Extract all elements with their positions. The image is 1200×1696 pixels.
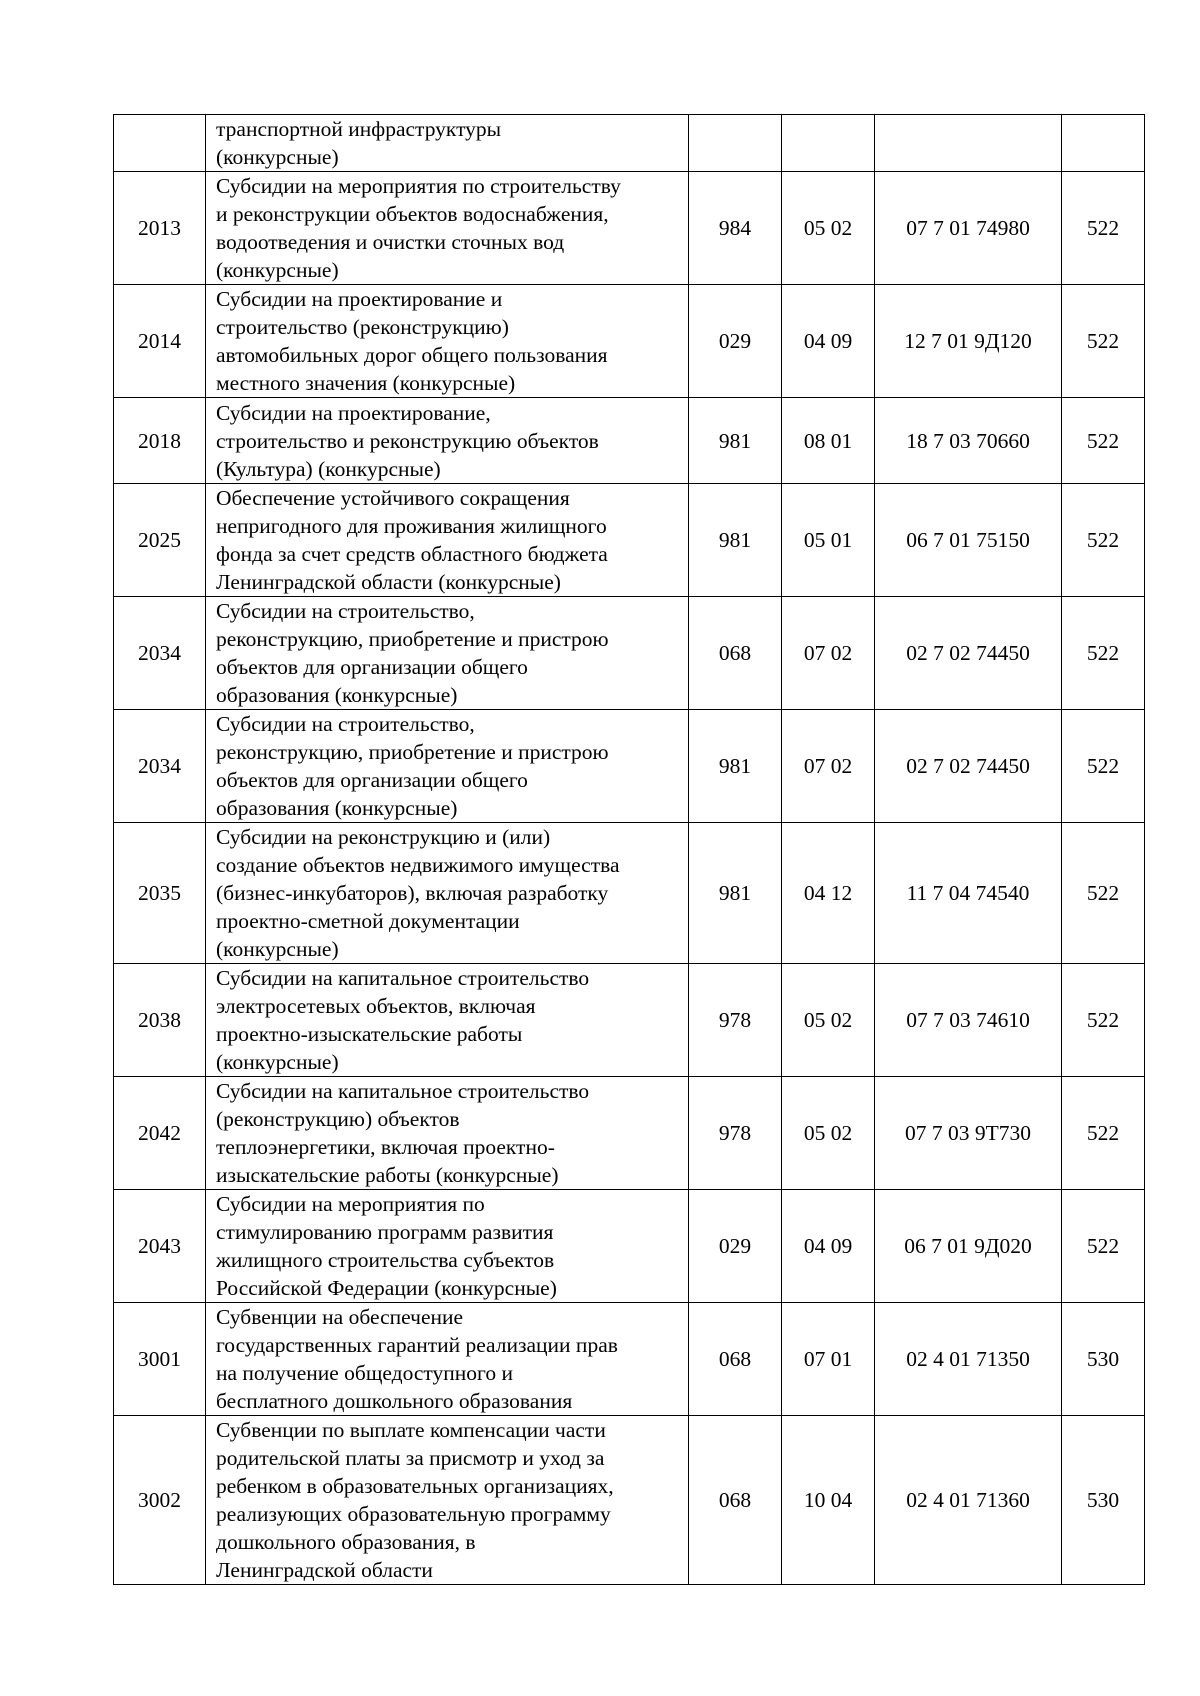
row-razdel-cell: 05 02 <box>782 1077 875 1190</box>
row-name-cell <box>206 1303 689 1416</box>
row-glava-cell: 981 <box>689 398 782 484</box>
row-name-line: (Культура) (конкурсные) <box>216 456 441 481</box>
row-name-line: государственных гарантий реализации прав <box>216 1333 618 1357</box>
row-name-line: Обеспечение устойчивого сокращения <box>216 486 570 510</box>
row-csr-cell: 18 7 03 70660 <box>875 398 1062 484</box>
row-vr-cell: 522 <box>1062 964 1145 1077</box>
row-code-cell: 2014 <box>114 285 206 398</box>
row-razdel-cell: 05 02 <box>782 964 875 1077</box>
row-razdel-cell: 04 09 <box>782 1190 875 1303</box>
row-vr-cell: 530 <box>1062 1303 1145 1416</box>
row-name-line: Российской Федерации (конкурсные) <box>216 1276 557 1300</box>
row-code-cell: 2013 <box>114 172 206 285</box>
row-glava-cell: 981 <box>689 710 782 823</box>
row-name-line: фонда за счет средств областного бюджета <box>216 542 608 566</box>
row-razdel-cell: 04 12 <box>782 823 875 964</box>
row-glava-cell: 068 <box>689 1303 782 1416</box>
row-name-line: (реконструкцию) объектов <box>216 1107 460 1131</box>
table-row <box>114 1190 1145 1303</box>
row-vr-cell: 522 <box>1062 172 1145 285</box>
row-code-cell: 2025 <box>114 484 206 597</box>
row-code-cell: 2043 <box>114 1190 206 1303</box>
row-vr-cell: 522 <box>1062 1077 1145 1190</box>
table-row <box>114 964 1145 1077</box>
row-name-cell <box>206 597 689 710</box>
row-name-line: Субсидии на строительство, <box>216 712 475 736</box>
row-razdel-cell: 08 01 <box>782 398 875 484</box>
table-row <box>114 1077 1145 1190</box>
row-name-line: Субвенции на обеспечение <box>216 1305 464 1329</box>
table-row <box>114 823 1145 964</box>
row-name-line: Субсидии на проектирование и <box>216 287 503 311</box>
row-name-cell <box>206 1190 689 1303</box>
table-body <box>114 115 1145 1585</box>
table-row <box>114 1416 1145 1585</box>
subsidy-table <box>113 114 1145 1585</box>
table-row <box>114 484 1145 597</box>
row-glava-cell: 068 <box>689 1416 782 1585</box>
row-glava-cell: 981 <box>689 823 782 964</box>
row-csr-cell: 12 7 01 9Д120 <box>875 285 1062 398</box>
row-name-line: образования (конкурсные) <box>216 683 458 707</box>
row-razdel-cell: 07 01 <box>782 1303 875 1416</box>
row-glava-cell: 984 <box>689 172 782 285</box>
row-glava-cell: 029 <box>689 1190 782 1303</box>
row-name-cell <box>206 285 689 398</box>
row-name-line: образования (конкурсные) <box>216 796 458 820</box>
row-name-cell <box>206 398 689 484</box>
row-razdel-cell: 07 02 <box>782 710 875 823</box>
row-glava-cell: 978 <box>689 1077 782 1190</box>
row-name-line: теплоэнергетики, включая проектно- <box>216 1135 555 1159</box>
row-vr-cell: 522 <box>1062 484 1145 597</box>
row-code-cell <box>114 115 206 172</box>
row-csr-cell: 11 7 04 74540 <box>875 823 1062 964</box>
row-name-line: (конкурсные) <box>216 145 339 169</box>
row-code-cell: 2038 <box>114 964 206 1077</box>
row-vr-cell: 522 <box>1062 710 1145 823</box>
row-csr-cell: 02 7 02 74450 <box>875 597 1062 710</box>
row-razdel-cell <box>782 115 875 172</box>
row-name-line: Субсидии на строительство, <box>216 599 475 623</box>
row-name-line: на получение общедоступного и <box>216 1361 513 1385</box>
table-row <box>114 1303 1145 1416</box>
table-row <box>114 398 1145 484</box>
row-name-cell <box>206 710 689 823</box>
row-vr-cell: 522 <box>1062 285 1145 398</box>
row-name-line: объектов для организации общего <box>216 768 528 792</box>
row-name-line: Ленинградской области <box>216 1558 433 1582</box>
row-name-line: дошкольного образования, в <box>216 1530 476 1554</box>
row-name-line: (бизнес-инкубаторов), включая разработку <box>216 881 609 905</box>
row-name-line: жилищного строительства субъектов <box>216 1248 555 1272</box>
row-csr-cell: 02 7 02 74450 <box>875 710 1062 823</box>
row-csr-cell: 02 4 01 71360 <box>875 1416 1062 1585</box>
row-name-line: проектно-изыскательские работы <box>216 1022 523 1046</box>
row-name-line: стимулированию программ развития <box>216 1220 554 1244</box>
row-name-cell <box>206 115 689 172</box>
table-row <box>114 285 1145 398</box>
table-row <box>114 710 1145 823</box>
row-vr-cell <box>1062 115 1145 172</box>
row-csr-cell: 02 4 01 71350 <box>875 1303 1062 1416</box>
row-name-line: автомобильных дорог общего пользования <box>216 343 608 367</box>
row-razdel-cell: 07 02 <box>782 597 875 710</box>
row-name-line: Субсидии на капитальное строительство <box>216 966 590 990</box>
row-csr-cell: 06 7 01 75150 <box>875 484 1062 597</box>
row-csr-cell: 07 7 01 74980 <box>875 172 1062 285</box>
table-row <box>114 597 1145 710</box>
row-name-line: Субсидии на мероприятия по <box>216 1192 485 1216</box>
row-name-line: ребенком в образовательных организациях, <box>216 1474 614 1498</box>
row-razdel-cell: 10 04 <box>782 1416 875 1585</box>
row-razdel-cell: 05 02 <box>782 172 875 285</box>
row-name-line: (конкурсные) <box>216 1050 339 1074</box>
row-csr-cell: 07 7 03 9Т730 <box>875 1077 1062 1190</box>
row-glava-cell: 978 <box>689 964 782 1077</box>
row-csr-cell: 07 7 03 74610 <box>875 964 1062 1077</box>
row-name-line: строительство (реконструкцию) <box>216 315 509 339</box>
row-name-line: Субсидии на проектирование, <box>216 400 491 425</box>
row-code-cell: 2042 <box>114 1077 206 1190</box>
row-name-line: непригодного для проживания жилищного <box>216 514 607 538</box>
row-name-line: (конкурсные) <box>216 258 339 282</box>
row-name-line: Субсидии на мероприятия по строительству <box>216 174 621 198</box>
row-razdel-cell: 05 01 <box>782 484 875 597</box>
row-vr-cell: 522 <box>1062 1190 1145 1303</box>
row-name-cell <box>206 823 689 964</box>
row-code-cell: 2034 <box>114 597 206 710</box>
row-name-line: и реконструкции объектов водоснабжения, <box>216 202 609 226</box>
row-name-cell <box>206 172 689 285</box>
row-name-line: Ленинградской области (конкурсные) <box>216 570 561 594</box>
row-glava-cell: 029 <box>689 285 782 398</box>
row-name-line: электросетевых объектов, включая <box>216 994 536 1018</box>
row-code-cell: 2034 <box>114 710 206 823</box>
row-name-line: строительство и реконструкцию объектов <box>216 428 599 453</box>
row-razdel-cell: 04 09 <box>782 285 875 398</box>
table-row <box>114 172 1145 285</box>
row-name-line: Субсидии на капитальное строительство <box>216 1079 590 1103</box>
row-name-cell <box>206 1077 689 1190</box>
row-vr-cell: 522 <box>1062 823 1145 964</box>
row-name-line: изыскательские работы (конкурсные) <box>216 1163 559 1187</box>
row-name-cell <box>206 964 689 1077</box>
row-code-cell: 3001 <box>114 1303 206 1416</box>
row-vr-cell: 522 <box>1062 398 1145 484</box>
row-glava-cell <box>689 115 782 172</box>
row-code-cell: 3002 <box>114 1416 206 1585</box>
row-name-line: Субвенции по выплате компенсации части <box>216 1418 606 1442</box>
row-name-line: проектно-сметной документации <box>216 909 520 933</box>
row-vr-cell: 522 <box>1062 597 1145 710</box>
row-name-line: бесплатного дошкольного образования <box>216 1389 573 1413</box>
row-name-line: транспортной инфраструктуры <box>216 117 502 141</box>
row-vr-cell: 530 <box>1062 1416 1145 1585</box>
row-code-cell: 2018 <box>114 398 206 484</box>
row-name-line: водоотведения и очистки сточных вод <box>216 230 565 254</box>
row-name-cell <box>206 484 689 597</box>
row-name-line: Субсидии на реконструкцию и (или) <box>216 825 551 849</box>
row-csr-cell <box>875 115 1062 172</box>
row-name-line: реализующих образовательную программу <box>216 1502 611 1526</box>
row-glava-cell: 981 <box>689 484 782 597</box>
row-name-line: объектов для организации общего <box>216 655 528 679</box>
row-name-line: создание объектов недвижимого имущества <box>216 853 620 877</box>
row-name-line: (конкурсные) <box>216 937 339 961</box>
row-name-cell <box>206 1416 689 1585</box>
row-csr-cell: 06 7 01 9Д020 <box>875 1190 1062 1303</box>
row-glava-cell: 068 <box>689 597 782 710</box>
table-row <box>114 115 1145 172</box>
row-name-line: реконструкцию, приобретение и пристрою <box>216 740 609 764</box>
row-name-line: родительской платы за присмотр и уход за <box>216 1446 605 1470</box>
row-code-cell: 2035 <box>114 823 206 964</box>
row-name-line: местного значения (конкурсные) <box>216 371 516 395</box>
row-name-line: реконструкцию, приобретение и пристрою <box>216 627 609 651</box>
